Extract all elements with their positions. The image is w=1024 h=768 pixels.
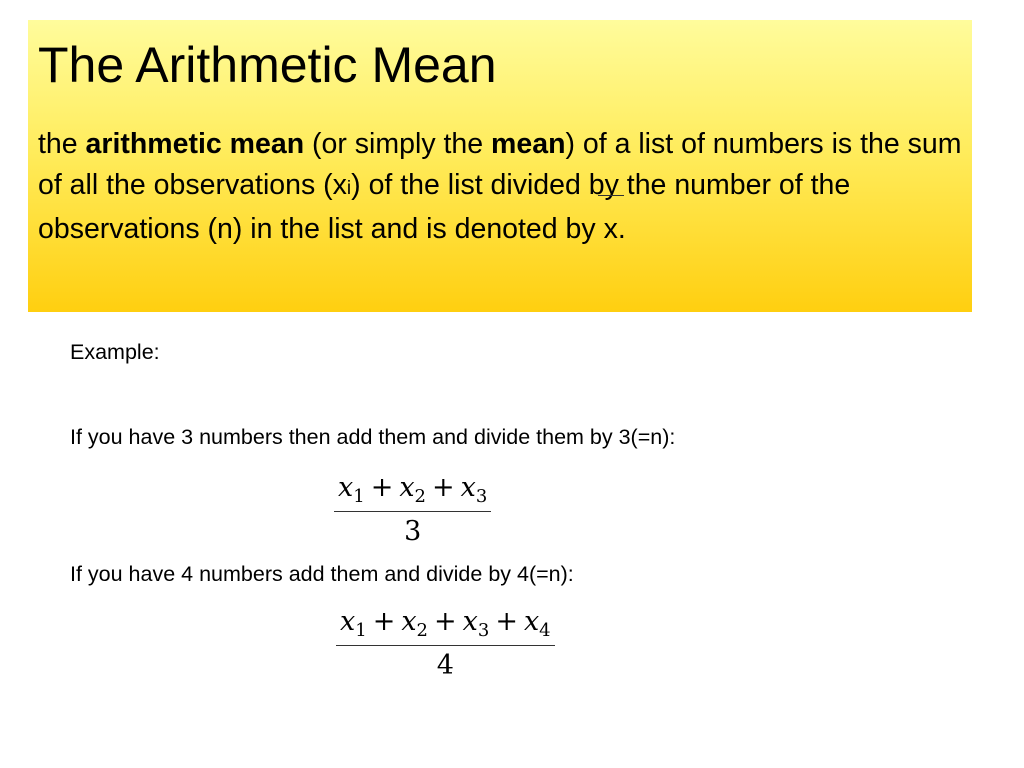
definition-text [38,124,973,250]
definition-part5: . [617,213,626,245]
definition-part1: the [38,128,86,160]
formula1-denominator: 3 [404,516,422,547]
formula2-numerator: $x_1 + x_2 + x_3 + x_4$ [340,606,551,641]
definition-subscript-i: i [346,178,352,199]
x-bar-symbol: x [604,209,618,250]
example-label: Example: [70,340,160,364]
formula2-denominator: 4 [436,650,454,681]
definition-part2: (or simply the [304,128,492,160]
definition-part3: ) of a list of numbers is the sum of all the observations (x [38,128,962,201]
slide-title: The Arithmetic Mean [38,37,497,93]
definition-part4: ) of the list divided by the number of the observations (n) in the list and is denoted by [38,169,851,245]
formula-four-numbers [336,606,555,681]
example1-text: If you have 3 numbers then add them and divide them by 3(=n): [70,425,676,449]
definition-bold-arithmetic-mean: arithmetic mean [85,128,305,160]
example2-text: If you have 4 numbers add them and divide by 4(=n): [70,562,574,586]
definition-bold-mean: mean [491,128,566,160]
formula1-numerator: $x_1 + x_2 + x_3$ [338,472,488,507]
formula-three-numbers [334,472,491,547]
